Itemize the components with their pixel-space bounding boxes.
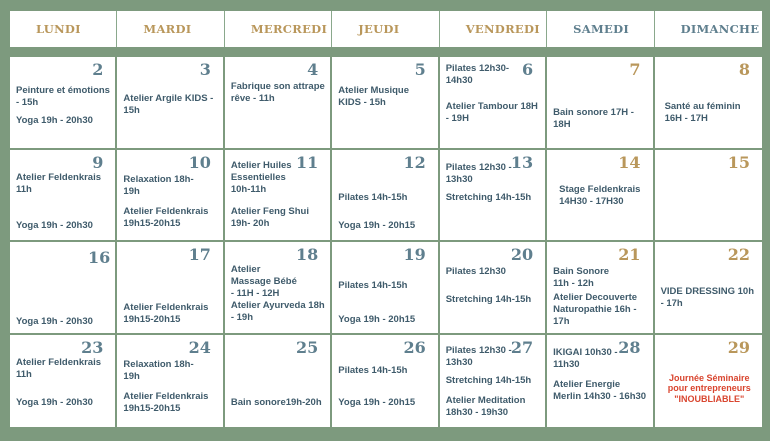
- day-cell[interactable]: [225, 335, 332, 428]
- event: Atelier Argile KIDS - 15h: [123, 93, 214, 116]
- day-number: 7: [629, 60, 641, 79]
- event: Yoga 19h - 20h15: [338, 314, 416, 325]
- event: Relaxation 18h- 19h: [123, 358, 194, 382]
- day-number: 3: [199, 60, 211, 79]
- event: Atelier Feldenkrais 19h15-20h15: [123, 302, 209, 325]
- event: Pilates 12h30: [445, 266, 506, 277]
- weekday-saturday: SAMEDI: [547, 11, 654, 47]
- event: Atelier Huiles Essentielles 10h-11h: [230, 159, 292, 195]
- weekday-friday: VENDREDI: [440, 11, 547, 47]
- event: Pilates 12h30- 14h30: [445, 63, 510, 86]
- event: Atelier Massage Bébé - 11H - 12H: [230, 264, 297, 299]
- event: Stretching 14h-15h: [445, 294, 532, 305]
- day-number: 18: [296, 245, 319, 264]
- day-number: 10: [188, 152, 211, 172]
- event: Atelier Tambour 18H - 19H: [445, 101, 538, 124]
- event: Pilates 12h30 - 13h30: [445, 161, 512, 185]
- event: Stage Feldenkrais 14H30 - 17H30: [559, 183, 641, 207]
- day-cell[interactable]: [332, 57, 439, 150]
- event: Yoga 19h - 20h30: [16, 115, 93, 126]
- day-number: 11: [296, 152, 319, 172]
- event: Pilates 14h-15h: [338, 191, 408, 203]
- day-cell[interactable]: [10, 242, 117, 335]
- day-number: 21: [618, 245, 641, 264]
- day-number: 17: [188, 245, 211, 264]
- event-highlight: Journée Séminaire pour entrepreneurs "INOUBLIABLE": [667, 372, 751, 404]
- event: Atelier Feldenkrais 11h: [16, 171, 102, 195]
- weekday-tuesday: MARDI: [117, 11, 224, 47]
- weekday-wednesday: MERCREDI: [225, 11, 332, 47]
- day-number: 8: [738, 60, 750, 79]
- day-cell[interactable]: [10, 57, 117, 150]
- event: IKIGAI 10h30 - 11h30: [553, 346, 618, 370]
- day-number: 24: [188, 337, 211, 357]
- event: Yoga 19h - 20h30: [16, 396, 93, 408]
- day-number: 16: [88, 248, 111, 267]
- day-cell[interactable]: [225, 150, 332, 243]
- day-cell[interactable]: [547, 57, 654, 150]
- event: Stretching 14h-15h: [445, 374, 532, 386]
- day-cell[interactable]: [117, 150, 224, 243]
- event: Santé au féminin 16H - 17H: [664, 101, 741, 124]
- day-cell[interactable]: [440, 242, 547, 335]
- day-cell[interactable]: [10, 335, 117, 428]
- event: Atelier Energie Merlin 14h30 - 16h30: [553, 378, 647, 402]
- day-cell[interactable]: [117, 242, 224, 335]
- day-number: 6: [522, 60, 534, 79]
- day-cell[interactable]: [655, 242, 762, 335]
- day-cell[interactable]: [440, 150, 547, 243]
- day-cell[interactable]: [547, 242, 654, 335]
- day-number: 22: [727, 245, 750, 264]
- day-cell[interactable]: [332, 150, 439, 243]
- day-cell[interactable]: [332, 335, 439, 428]
- event: Yoga 19h - 20h15: [338, 396, 416, 408]
- event: Bain Sonore 11h - 12h: [553, 266, 610, 289]
- day-number: 13: [510, 152, 534, 172]
- day-number: 2: [92, 60, 104, 79]
- day-cell[interactable]: [655, 57, 762, 150]
- event: Atelier Feldenkrais 19h15-20h15: [123, 390, 209, 414]
- day-number: 29: [727, 337, 750, 357]
- day-cell[interactable]: [10, 150, 117, 243]
- day-cell[interactable]: [655, 335, 762, 428]
- event: Yoga 19h - 20h30: [16, 219, 93, 231]
- weekday-thursday: JEUDI: [332, 11, 439, 47]
- event: Atelier Decouverte Naturopathie 16h - 17h: [553, 292, 638, 327]
- weekday-monday: LUNDI: [10, 11, 117, 47]
- day-cell[interactable]: [117, 57, 224, 150]
- event: Stretching 14h-15h: [445, 191, 532, 203]
- event: Atelier Feng Shui 19h- 20h: [230, 205, 309, 229]
- day-cell[interactable]: [440, 335, 547, 428]
- day-number: 25: [296, 337, 319, 357]
- day-cell[interactable]: [225, 57, 332, 150]
- day-number: 14: [618, 152, 641, 172]
- event: Bain sonore19h-20h: [230, 396, 322, 408]
- day-number: 5: [414, 60, 426, 79]
- day-cell[interactable]: [440, 57, 547, 150]
- event: Relaxation 18h- 19h: [123, 173, 194, 197]
- event: Atelier Feldenkrais 19h15-20h15: [123, 205, 209, 229]
- day-cell[interactable]: [117, 335, 224, 428]
- event: Peinture et émotions - 15h: [16, 85, 110, 108]
- day-number: 27: [510, 337, 534, 357]
- day-number: 26: [403, 337, 426, 357]
- event: Atelier Feldenkrais 11h: [16, 356, 102, 380]
- day-cell[interactable]: [655, 150, 762, 243]
- event: Fabrique son attrape rêve - 11h: [230, 81, 325, 104]
- day-number: 12: [403, 152, 426, 172]
- event: Bain sonore 17H - 18H: [553, 107, 634, 130]
- event: Pilates 12h30 - 13h30: [445, 344, 512, 368]
- event: Pilates 14h-15h: [338, 280, 408, 291]
- day-cell[interactable]: [225, 242, 332, 335]
- day-number: 23: [81, 337, 104, 357]
- day-cell[interactable]: [547, 150, 654, 243]
- day-number: 15: [727, 152, 750, 172]
- weekday-header: [10, 11, 762, 47]
- event: Atelier Ayurveda 18h - 19h: [230, 300, 325, 323]
- event: VIDE DRESSING 10h - 17h: [660, 286, 755, 309]
- calendar-grid: [10, 57, 762, 427]
- day-number: 4: [307, 60, 319, 79]
- event: Atelier Meditation 18h30 - 19h30: [445, 394, 526, 418]
- weekday-sunday: DIMANCHE: [680, 22, 760, 36]
- day-cell[interactable]: [547, 335, 654, 428]
- event: Pilates 14h-15h: [338, 364, 408, 376]
- day-number: 19: [403, 245, 426, 264]
- event: Yoga 19h - 20h15: [338, 219, 416, 231]
- event: Atelier Musique KIDS - 15h: [338, 85, 410, 108]
- event: Yoga 19h - 20h30: [16, 316, 93, 327]
- day-number: 9: [92, 152, 104, 172]
- day-number: 20: [510, 245, 534, 264]
- day-cell[interactable]: [332, 242, 439, 335]
- day-number: 28: [618, 337, 641, 357]
